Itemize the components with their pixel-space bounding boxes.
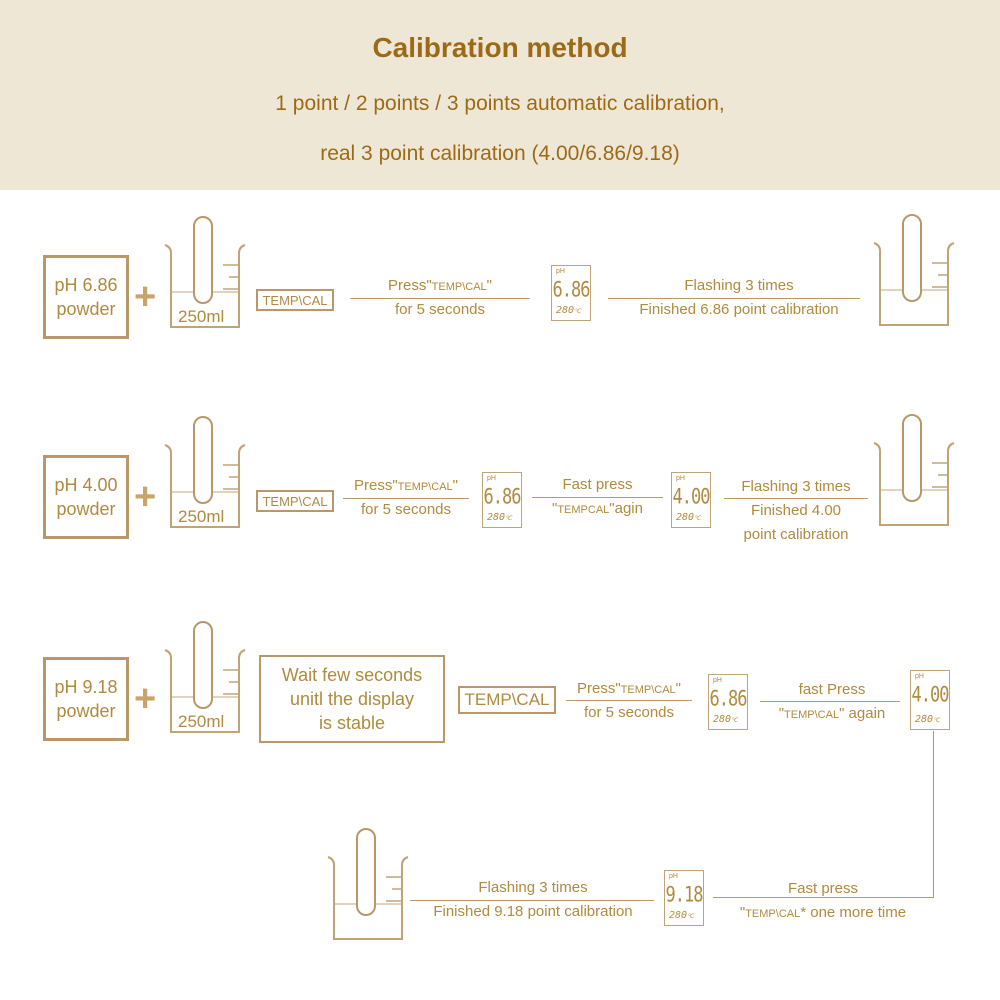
wait-line-2: unitl the display xyxy=(289,689,415,709)
display-ph-value: 4.00 xyxy=(911,682,949,708)
display-ph-value: 6.86 xyxy=(483,484,521,510)
step-label-flashing: Flashing 3 times xyxy=(684,277,794,294)
display-ph-label: pH xyxy=(915,673,924,680)
header-banner xyxy=(0,0,1000,190)
display-ph-value: 6.86 xyxy=(552,277,590,303)
step-label-press: Press"TEMP\CAL" xyxy=(576,680,681,697)
temp-cal-button-icon: TEMP\CAL xyxy=(256,289,334,311)
step-label-duration: for 5 seconds xyxy=(583,704,675,721)
display-ph-label: pH xyxy=(669,873,678,880)
lcd-display xyxy=(671,472,711,528)
plus-icon: + xyxy=(134,678,157,720)
subtitle-line-1: 1 point / 2 points / 3 points automatic calibration, xyxy=(275,92,725,115)
display-temp: 280℃ xyxy=(556,305,581,316)
beaker-with-probe-icon xyxy=(326,827,411,942)
powder-label: pH 4.00 xyxy=(54,475,118,495)
step-label-press: Press"TEMP\CAL" xyxy=(353,477,458,494)
step-label-key-again: "TEMPCAL"agin xyxy=(552,500,643,517)
powder-box-918 xyxy=(43,657,129,741)
divider-line xyxy=(410,900,654,901)
divider-line xyxy=(760,701,900,702)
display-temp: 280℃ xyxy=(915,714,940,725)
step-label-fast-press: Fast press xyxy=(787,880,859,897)
lcd-display xyxy=(910,670,950,730)
plus-icon: + xyxy=(134,276,157,318)
lcd-display xyxy=(664,870,704,926)
display-ph-label: pH xyxy=(487,475,496,482)
divider-line xyxy=(343,498,469,499)
step-label-fast-press: fast Press xyxy=(798,681,866,698)
display-ph-label: pH xyxy=(713,677,722,684)
divider-line xyxy=(566,700,692,701)
display-ph-value: 4.00 xyxy=(672,484,710,510)
display-ph-value: 9.18 xyxy=(665,882,703,908)
step-label-flashing: Flashing 3 times xyxy=(741,478,851,495)
step-label-one-more-time: "TEMP\CAL* one more time xyxy=(739,904,907,921)
beaker-with-probe-icon xyxy=(872,413,957,528)
powder-box-686 xyxy=(43,255,129,339)
wait-line-3: is stable xyxy=(318,713,386,733)
step-label-duration: for 5 seconds xyxy=(394,301,486,318)
display-temp: 280℃ xyxy=(669,910,694,921)
display-ph-value: 6.86 xyxy=(709,686,747,712)
step-label-finished: Finished 9.18 point calibration xyxy=(433,903,633,920)
beaker-with-probe-icon xyxy=(872,213,957,328)
powder-label: pH 6.86 xyxy=(54,275,118,295)
temp-cal-button-icon: TEMP\CAL xyxy=(256,490,334,512)
display-temp: 280℃ xyxy=(487,512,512,523)
beaker-volume-label: 250ml xyxy=(178,712,225,731)
lcd-display xyxy=(482,472,522,528)
divider-line xyxy=(532,497,663,498)
powder-sublabel: powder xyxy=(56,299,116,319)
display-temp: 280℃ xyxy=(676,512,701,523)
step-label-fast-press: Fast press xyxy=(562,476,633,493)
powder-sublabel: powder xyxy=(56,499,116,519)
step-label-point-calibration: point calibration xyxy=(743,526,849,543)
display-ph-label: pH xyxy=(556,268,565,275)
step-label-finished: Finished 4.00 xyxy=(750,502,842,519)
connector-line xyxy=(933,731,934,897)
wait-instruction-box xyxy=(259,655,445,743)
lcd-display xyxy=(708,674,748,730)
divider-line xyxy=(724,498,868,499)
temp-cal-button-icon: TEMP\CAL xyxy=(458,686,556,714)
lcd-display xyxy=(551,265,591,321)
plus-icon: + xyxy=(134,476,157,518)
powder-box-400 xyxy=(43,455,129,539)
divider-line xyxy=(608,298,860,299)
step-label-duration: for 5 seconds xyxy=(360,501,452,518)
beaker-with-probe-icon xyxy=(163,620,248,735)
step-label-key-again: "TEMP\CAL" again xyxy=(778,705,886,722)
beaker-volume-label: 250ml xyxy=(178,307,225,326)
powder-sublabel: powder xyxy=(56,701,116,721)
step-label-flashing: Flashing 3 times xyxy=(478,879,588,896)
subtitle-line-2: real 3 point calibration (4.00/6.86/9.18) xyxy=(320,142,680,165)
beaker-with-probe-icon xyxy=(163,415,248,530)
wait-line-1: Wait few seconds xyxy=(281,665,423,685)
connector-line xyxy=(713,897,934,898)
page-title: Calibration method xyxy=(372,32,628,63)
beaker-with-probe-icon xyxy=(163,215,248,330)
beaker-volume-label: 250ml xyxy=(178,507,225,526)
divider-line xyxy=(350,298,530,299)
display-ph-label: pH xyxy=(676,475,685,482)
step-label-finished: Finished 6.86 point calibration xyxy=(639,301,839,318)
step-label-press: Press"TEMP\CAL" xyxy=(387,277,492,294)
powder-label: pH 9.18 xyxy=(54,677,118,697)
display-temp: 280℃ xyxy=(713,714,738,725)
